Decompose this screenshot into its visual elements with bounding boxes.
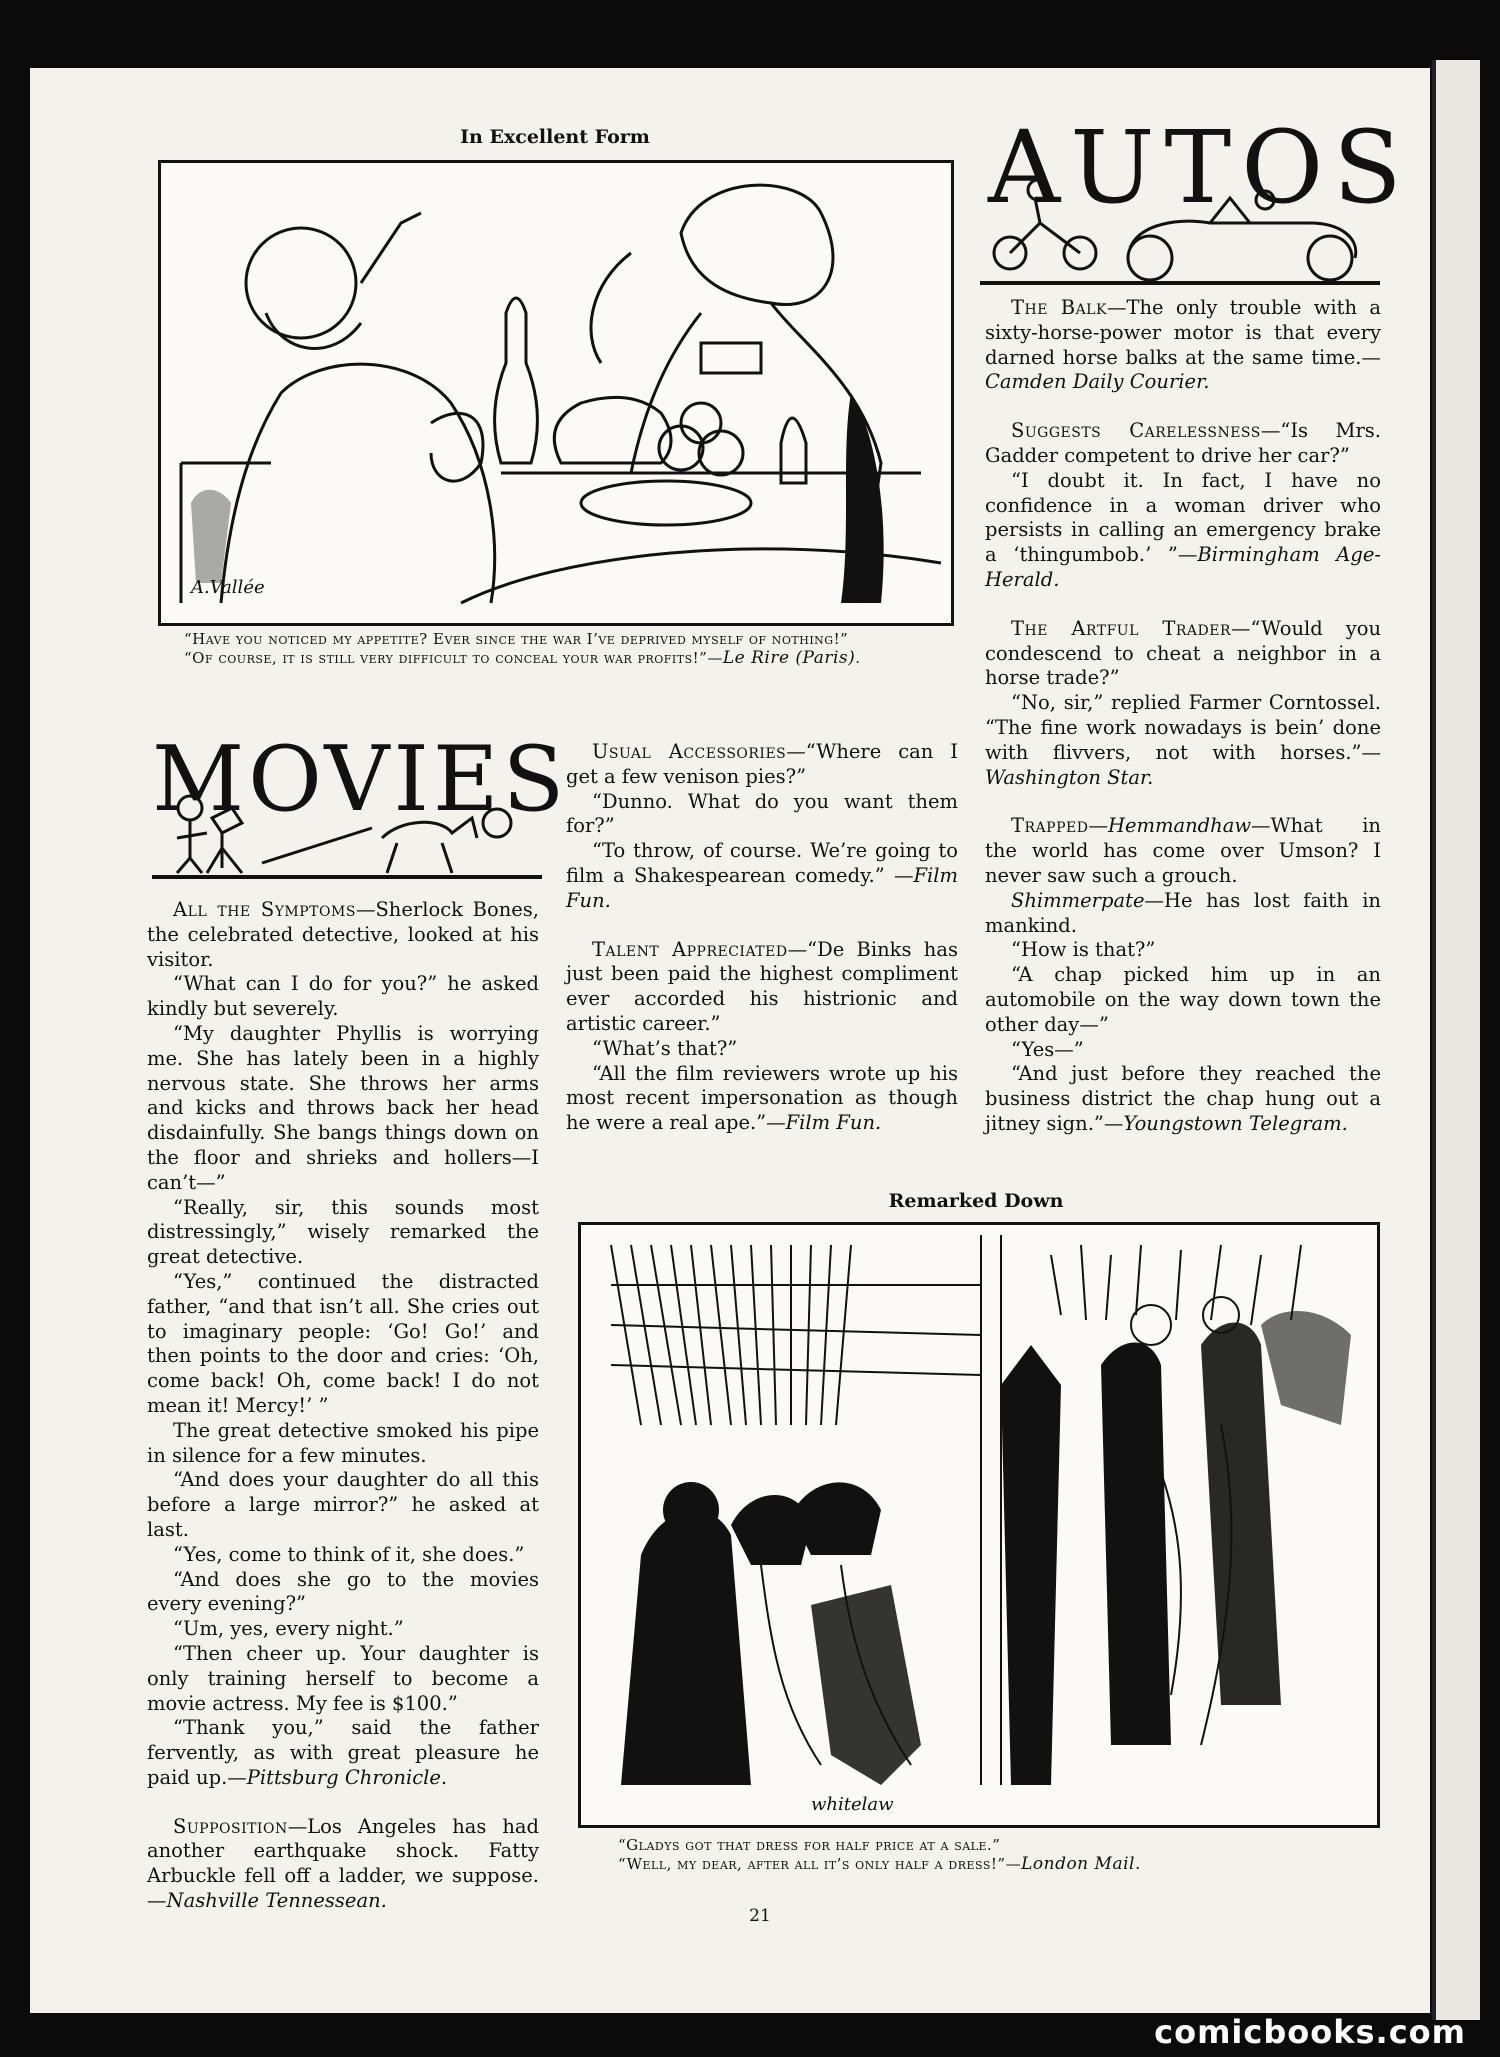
symptoms-para-11: “Then cheer up. Your daughter is only training herself to become a movie actress. My fee is $100.” — [147, 1641, 539, 1715]
article-trapped-line-3: “How is that?” — [1011, 938, 1156, 962]
article-talent-appreciated: Talent Appreciated—“De Binks has just been paid the highest compliment ever accorded his histrionic and artistic career.” — [566, 937, 958, 1035]
symptoms-para-3: “My daughter Phyllis is worrying me. She has lately been in a highly nervous state. She throws her arms and kicks and throws back her head disdainfully. She bangs things down on the floor and shrieks and hollers—I can’t—” — [147, 1021, 539, 1194]
article-trapped-line-4: “A chap picked him up in an automobile on the way down town the other day—” — [985, 963, 1381, 1036]
page-number: 21 — [749, 1906, 771, 1926]
article-the-balk: The Balk—The only trouble with a sixty-horse-power motor is that every darned horse balks at the same time.—Camden Daily Courier. — [985, 296, 1381, 394]
symptoms-para-8: “Yes, come to think of it, she does.” — [173, 1542, 525, 1566]
symptoms-para-9: “And does she go to the movies every evening?” — [147, 1567, 539, 1616]
article-trapped-line-2: Shimmerpate—He has lost faith in mankind. — [985, 888, 1381, 937]
next-page-edge — [1432, 60, 1480, 2020]
autos-banner-drawing — [980, 178, 1380, 288]
top-cartoon-signature: A.Vallée — [191, 577, 265, 598]
article-all-the-symptoms: All the Symptoms—Sherlock Bones, the celebrated detective, looked at his visitor. — [147, 898, 539, 971]
symptoms-para-7: “And does your daughter do all this before a large mirror?” he asked at last. — [147, 1468, 539, 1541]
top-cartoon-title: In Excellent Form — [460, 126, 650, 148]
movies-banner-drawing — [152, 788, 542, 880]
bottom-cartoon-signature: whitelaw — [811, 1794, 894, 1815]
symptoms-para-4: “Really, sir, this sounds most distressingly,” wisely remarked the great detective. — [147, 1195, 539, 1269]
article-usual-accessories: Usual Accessories—“Where can I get a few venison pies?” — [566, 740, 958, 788]
bottom-caption-line-1: “Gladys got that dress for half price at a sale.” — [618, 1836, 1001, 1854]
site-watermark: comicbooks.com — [1154, 2013, 1466, 2051]
article-trapped-line-6: “And just before they reached the business district the chap hung out a jitney sign.”—Youngstown Telegram. — [985, 1062, 1381, 1135]
bottom-cartoon-illustration — [578, 1222, 1380, 1828]
top-caption-line-1: “Have you noticed my appetite? Ever since the war I’ve deprived myself of nothing!” — [184, 630, 849, 648]
bottom-caption-line-2: “Well, my dear, after all it’s only half a dress!”—London Mail. — [618, 1854, 1141, 1874]
autos-banner — [980, 109, 1412, 268]
bottom-cartoon-title: Remarked Down — [888, 1190, 1064, 1212]
article-suggests-carelessness-reply: “I doubt it. In fact, I have no confidence in a woman driver who persists in calling an emergency brake a ‘thingumbob.’ ”—Birmingham Age-Herald. — [985, 468, 1382, 591]
symptoms-para-5: “Yes,” continued the distracted father, “and that isn’t all. She cries out to imaginary people: ‘Go! Go!’ and then points to the door and cries: ‘Oh, come back! Oh, come back! I do not mean it! Mercy!’ ” — [147, 1269, 539, 1417]
middle-column — [566, 740, 958, 1136]
article-trapped-line-5: “Yes—” — [1011, 1037, 1084, 1061]
talent-appreciated-line-2: “What’s that?” — [592, 1036, 738, 1060]
autos-banner-word: AUTOS — [988, 109, 1412, 226]
usual-accessories-line-2: “Dunno. What do you want them for?” — [566, 789, 958, 838]
article-artful-trader: The Artful Trader—“Would you condescend to cheat a neighbor in a horse trade?” — [985, 616, 1382, 690]
article-supposition: Supposition—Los Angeles has had another earthquake shock. Fatty Arbuckle fell off a ladder, we suppose. —Nashville Tennessean. — [147, 1814, 539, 1913]
top-cartoon-caption — [160, 630, 950, 668]
talent-appreciated-line-3: “All the film reviewers wrote up his most recent impersonation as though he were a real ape.”—Film Fun. — [566, 1061, 958, 1135]
article-suggests-carelessness: Suggests Carelessness—“Is Mrs. Gadder competent to drive her car?” — [985, 419, 1381, 467]
article-trapped: Trapped—Hemmandhaw—What in the world has come over Umson? I never saw such a grouch. — [985, 814, 1381, 887]
usual-accessories-line-3: “To throw, of course. We’re going to film a Shakespearean comedy.” —Film Fun. — [566, 839, 958, 912]
bottom-cartoon-caption — [618, 1836, 1378, 1874]
article-artful-trader-reply: “No, sir,” replied Farmer Corntossel. “The fine work nowadays is bein’ done with flivvers, not with horses.”—Washington Star. — [985, 691, 1381, 789]
symptoms-para-6: The great detective smoked his pipe in silence for a few minutes. — [147, 1418, 539, 1467]
autos-column — [985, 296, 1381, 1137]
movies-banner — [152, 727, 569, 880]
symptoms-para-2: “What can I do for you?” he asked kindly but severely. — [147, 972, 539, 1021]
top-caption-line-2: “Of course, it is still very difficult to conceal your war profits!”—Le Rire (Paris). — [184, 648, 861, 668]
movies-banner-word: MOVIES — [152, 727, 569, 832]
left-column — [147, 898, 539, 1914]
symptoms-para-10: “Um, yes, every night.” — [173, 1617, 404, 1641]
symptoms-para-12: “Thank you,” said the father fervently, as with great pleasure he paid up.—Pittsburg Chronicle. — [147, 1716, 539, 1789]
top-cartoon-illustration — [158, 160, 954, 626]
